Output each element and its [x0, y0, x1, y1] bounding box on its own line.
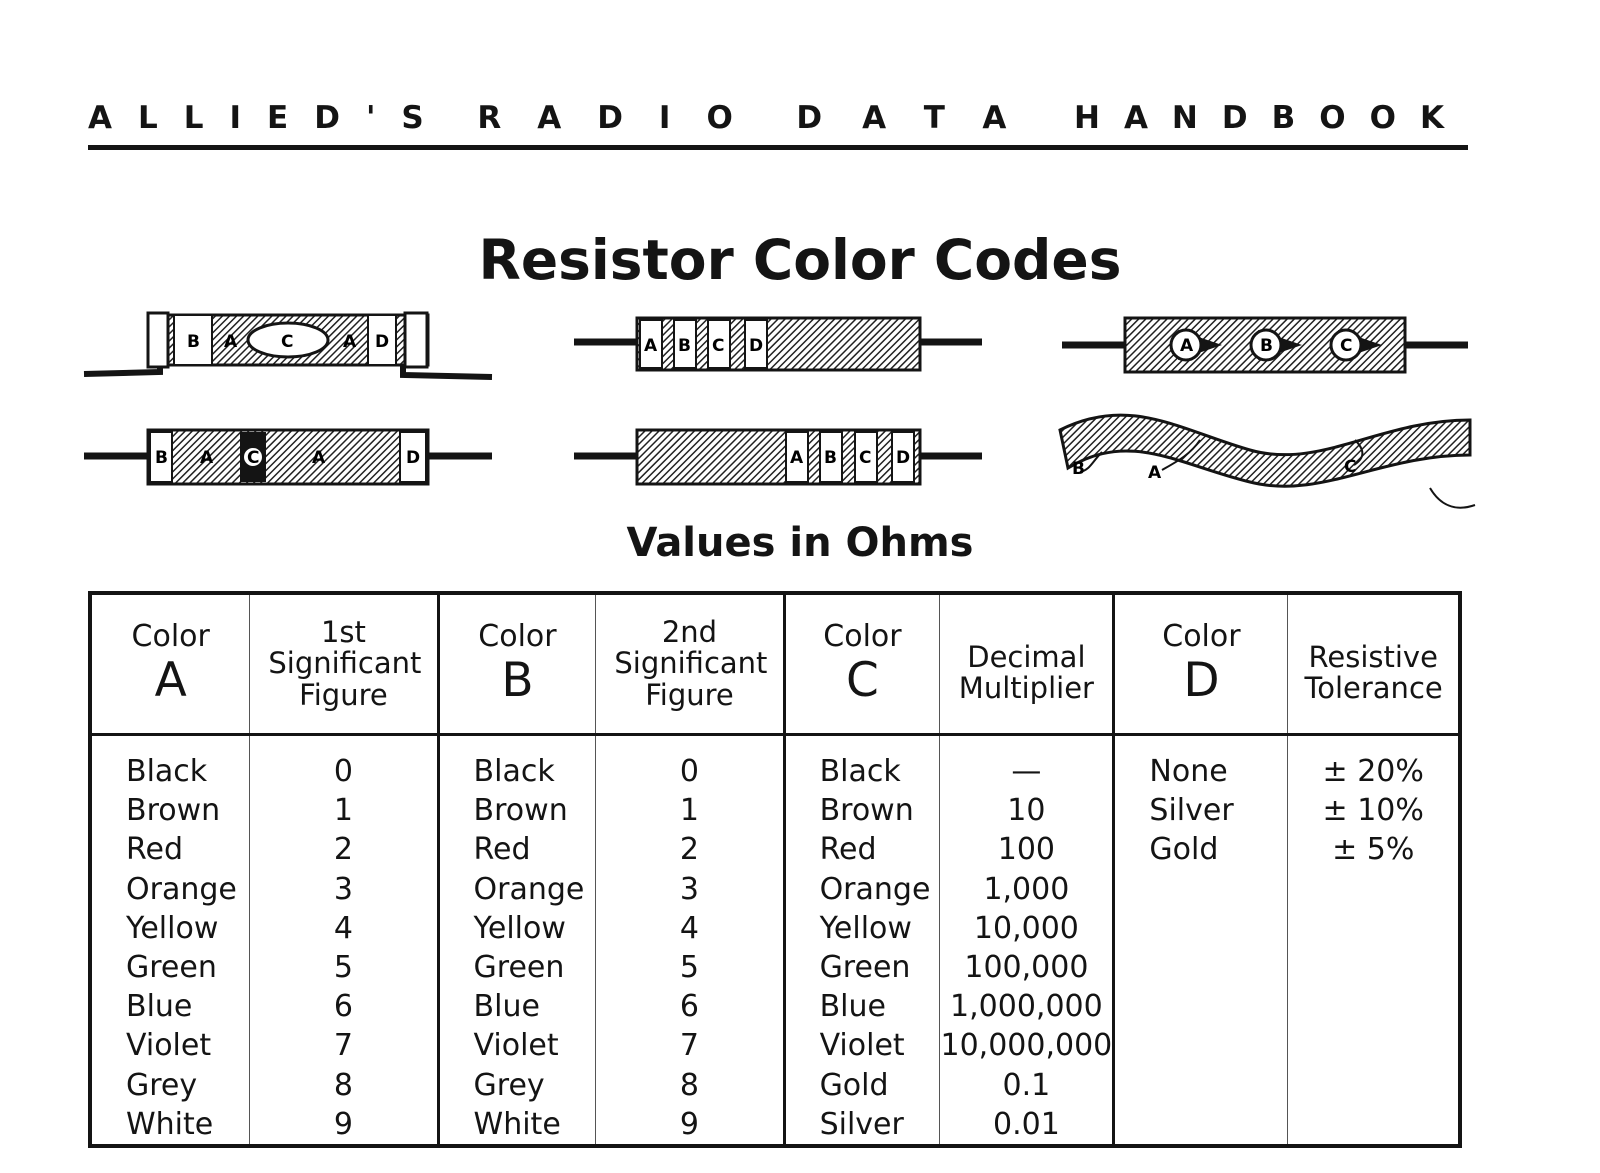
list-item: 10,000,000	[940, 1028, 1113, 1064]
list-item: 7	[333, 1028, 353, 1064]
list-item: Brown	[473, 793, 568, 829]
tolerance-list	[1288, 736, 1458, 870]
color-d-list	[1115, 736, 1287, 870]
band-label-d: D	[406, 448, 421, 468]
header-color-a-top: Color	[131, 619, 210, 655]
list-item: ± 5%	[1332, 832, 1415, 868]
header-color-c-top: Color	[823, 619, 902, 655]
list-item: Blue	[473, 989, 540, 1025]
color-code-table	[88, 591, 1462, 1148]
header-color-a	[90, 593, 250, 735]
band-label-a: A	[1180, 336, 1194, 356]
column-color-a	[90, 735, 250, 1147]
resistor-diagram-6	[1060, 415, 1475, 508]
list-item: Silver	[819, 1106, 904, 1142]
list-item: 0.1	[1002, 1067, 1051, 1103]
list-item: Green	[126, 950, 217, 986]
band-label-b: B	[1072, 459, 1085, 479]
color-c-list	[786, 736, 940, 1144]
list-item: 4	[333, 910, 353, 946]
list-item: Black	[126, 754, 208, 789]
list-item: Blue	[126, 989, 193, 1025]
list-item: Violet	[473, 1028, 559, 1064]
band-label-c: C	[859, 448, 872, 468]
multiplier-list	[940, 736, 1112, 1144]
list-item: 3	[333, 871, 353, 907]
header-tolerance: Resistive Tolerance	[1288, 593, 1460, 735]
band-label-c: C	[1344, 457, 1357, 477]
band-label-a: A	[790, 448, 804, 468]
band-label-b: B	[824, 448, 837, 468]
page-title-text: Resistor Color Codes	[478, 228, 1122, 292]
list-item: 100,000	[964, 950, 1089, 986]
list-item: Red	[126, 832, 183, 868]
list-item: Grey	[126, 1067, 198, 1103]
list-item: ± 10%	[1322, 793, 1424, 829]
list-item: ± 20%	[1322, 754, 1424, 789]
column-color-c	[784, 735, 940, 1147]
band-label-b: B	[678, 336, 691, 356]
header-color-c-letter: C	[846, 652, 879, 708]
list-item: White	[126, 1106, 214, 1142]
list-item: 1	[333, 793, 353, 829]
list-item: 9	[333, 1106, 353, 1142]
list-item: 5	[333, 950, 353, 986]
list-item: Brown	[126, 793, 221, 829]
list-item: Yellow	[126, 910, 219, 946]
list-item: 5	[679, 950, 700, 986]
band-label-d: D	[749, 336, 764, 356]
list-item: Brown	[819, 793, 914, 829]
band-label-a: A	[224, 332, 238, 352]
list-item: Green	[819, 950, 911, 986]
list-item: 6	[333, 989, 353, 1025]
color-a-list	[92, 736, 249, 1144]
list-item: 2	[333, 832, 353, 868]
list-item: Orange	[126, 871, 237, 907]
header-word-radio: RADIO	[477, 100, 769, 136]
second-figure-list	[596, 736, 782, 1144]
list-item: 4	[679, 910, 700, 946]
list-item: Red	[819, 832, 877, 868]
list-item: Grey	[473, 1067, 545, 1103]
list-item: Yellow	[819, 910, 912, 946]
header-color-b-letter: B	[501, 652, 534, 708]
resistor-diagram-5	[574, 430, 982, 484]
band-label-c: C	[1340, 336, 1353, 356]
list-item: Gold	[819, 1067, 889, 1103]
table-header-row	[90, 593, 1460, 735]
first-figure-list	[250, 736, 436, 1144]
header-color-b	[438, 593, 596, 735]
band-label-b: B	[187, 332, 200, 352]
list-item: Orange	[473, 871, 585, 907]
band-label-d: D	[375, 332, 390, 352]
table-body-row	[90, 735, 1460, 1147]
list-item: 10	[1007, 793, 1046, 829]
list-item: 0.01	[992, 1106, 1060, 1142]
header-color-a-letter: A	[154, 652, 187, 708]
resistor-diagram-3	[1062, 318, 1468, 372]
list-item: 2	[679, 832, 700, 868]
header-color-d	[1114, 593, 1288, 735]
list-item: Gold	[1149, 832, 1219, 868]
column-tolerance	[1288, 735, 1460, 1147]
list-item: White	[473, 1106, 561, 1142]
list-item: Orange	[819, 871, 931, 907]
list-item: 0	[333, 754, 353, 789]
header-second-figure: 2nd Significant Figure	[596, 593, 784, 735]
list-item: Violet	[126, 1028, 212, 1064]
header-multiplier: Decimal Multiplier	[940, 593, 1114, 735]
list-item: None	[1149, 754, 1228, 789]
list-item: 9	[679, 1106, 700, 1142]
list-item: Red	[473, 832, 531, 868]
list-item: Blue	[819, 989, 886, 1025]
header-word-data: DATA	[796, 100, 1047, 136]
band-label-c: C	[712, 336, 725, 356]
list-item: 8	[333, 1067, 353, 1103]
list-item: 0	[679, 754, 700, 789]
list-item: 6	[679, 989, 700, 1025]
list-item: 7	[679, 1028, 700, 1064]
column-color-d	[1114, 735, 1288, 1147]
band-label-b: B	[155, 448, 168, 468]
column-second-figure	[596, 735, 784, 1147]
resistor-diagram-4	[84, 430, 492, 484]
list-item: 1,000,000	[950, 989, 1103, 1025]
header-color-d-letter: D	[1183, 652, 1220, 708]
header-color-b-top: Color	[478, 619, 557, 655]
band-label-a: A	[200, 448, 214, 468]
list-item: Yellow	[473, 910, 566, 946]
resistor-diagram-1	[84, 313, 492, 377]
header-word-allieds: ALLIED'S	[88, 100, 450, 136]
column-color-b	[438, 735, 596, 1147]
list-item: Black	[819, 754, 901, 789]
band-label-a: A	[343, 332, 357, 352]
list-item: 1,000	[983, 871, 1070, 907]
list-item: 100	[997, 832, 1056, 868]
band-label-b: B	[1260, 336, 1273, 356]
column-first-figure	[250, 735, 438, 1147]
header-first-figure: 1st Significant Figure	[250, 593, 438, 735]
list-item: Silver	[1149, 793, 1234, 829]
list-item: Violet	[819, 1028, 905, 1064]
band-label-d: D	[896, 448, 911, 468]
header-word-handbook: HANDBOOK	[1074, 100, 1468, 136]
header-color-c	[784, 593, 940, 735]
list-item: —	[1011, 754, 1042, 789]
list-item: 10,000	[973, 910, 1079, 946]
list-item: Green	[473, 950, 565, 986]
column-multiplier	[940, 735, 1114, 1147]
band-label-a: A	[312, 448, 326, 468]
band-label-a: A	[1148, 463, 1162, 483]
band-label-c: C	[281, 332, 294, 352]
header-color-d-top: Color	[1162, 619, 1241, 655]
band-label-c: C	[247, 448, 260, 468]
values-subtitle	[0, 520, 1600, 566]
list-item: 3	[679, 871, 700, 907]
list-item: 1	[679, 793, 700, 829]
band-label-a: A	[644, 336, 658, 356]
resistor-diagram-2	[574, 318, 982, 370]
list-item: 8	[679, 1067, 700, 1103]
values-subtitle-text: Values in Ohms	[626, 520, 974, 566]
list-item: Black	[473, 754, 555, 789]
color-b-list	[440, 736, 596, 1144]
